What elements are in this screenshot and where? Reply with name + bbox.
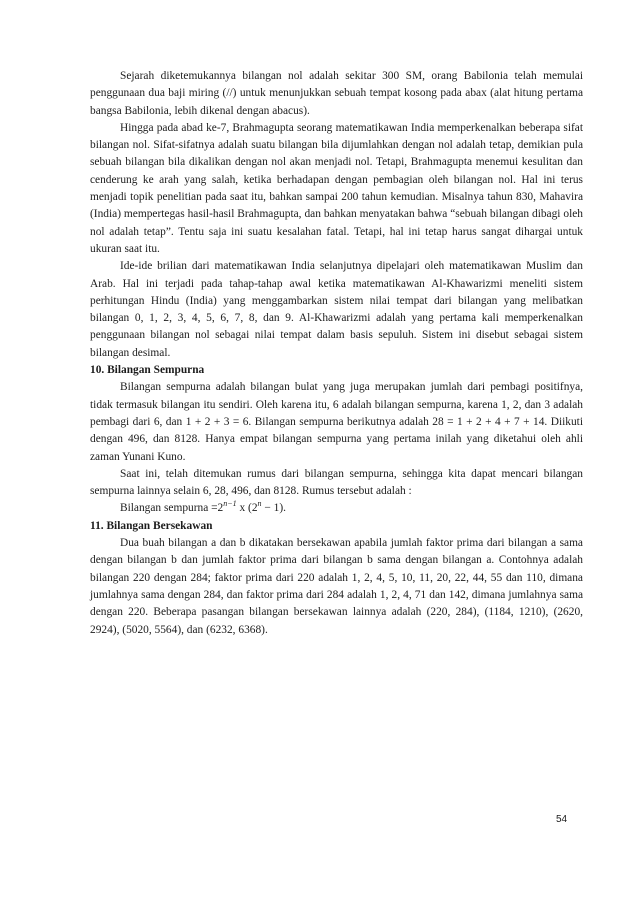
page-number: 54 <box>556 814 568 825</box>
section-heading-perfect-numbers: 10. Bilangan Sempurna <box>90 364 205 377</box>
formula-exponent-2: n <box>257 499 262 509</box>
formula-middle: x (2 <box>236 502 258 515</box>
paragraph-perfect-formula-intro: Saat ini, telah ditemukan rumus dari bilangan sempurna, sehingga kita dapat mencari bilangan sempurna lainnya selain 6, 28, 496, dan 8128. Rumus tersebut adalah : <box>90 467 583 498</box>
paragraph-zero-history: Sejarah diketemukannya bilangan nol adalah sekitar 300 SM, orang Babilonia telah memulai penggunaan dua baji miring (//) untuk menunjukkan sebuah tempat kosong pada abax (alat hitung pertama bangsa Babilonia, lebih dikenal dengan abacus). <box>90 70 583 117</box>
formula-prefix: Bilangan sempurna =2 <box>120 502 224 515</box>
perfect-number-formula <box>90 500 583 517</box>
paragraph-amicable-numbers: Dua buah bilangan a dan b dikatakan bersekawan apabila jumlah faktor prima dari bilangan a sama dengan bilangan b dan jumlah faktor prima dari bilangan b sama dengan bilangan a. Contohnya adalah bilangan 220 dengan 284; faktor prima dari 220 adalah 1, 2, 4, 5, 10, 11, 20, 22, 44, 55 dan 110, dimana jumlahnya sama dengan 284, dan faktor prima dari 284 adalah 1, 2, 4, 71 dan 142, dimana jumlahnya sama dengan 220. Beberapa pasangan bilangan bersekawan lainnya adalah (220, 284), (1184, 1210), (2620, 2924), (5020, 5564), dan (6232, 6368). <box>90 537 583 636</box>
paragraph-perfect-numbers: Bilangan sempurna adalah bilangan bulat yang juga merupakan jumlah dari pembagi positifnya, tidak termasuk bilangan itu sendiri. Oleh karena itu, 6 adalah bilangan sempurna, karena 1, 2, dan 3 adalah pembagi dari 6, dan 1 + 2 + 3 = 6. Bilangan sempurna berikutnya adalah 28 = 1 + 2 + 4 + 7 + 14. Diikuti dengan 496, dan 8128. Hanya empat bilangan sempurna yang pertama inilah yang diketahui oleh ahli zaman Yunani Kuno. <box>90 381 583 463</box>
document-body <box>90 68 583 639</box>
paragraph-brahmagupta: Hingga pada abad ke-7, Brahmagupta seorang matematikawan India memperkenalkan beberapa sifat bilangan nol. Sifat-sifatnya adalah suatu bilangan bila dijumlahkan dengan nol adalah tetap, demikian pula sebuah bilangan bila dikalikan dengan nol akan menjadi nol. Tetapi, Brahmagupta menemui kesulitan dan cenderung ke arah yang salah, ketika berhadapan dengan pembagian oleh bilangan nol. Hal ini terus menjadi topik penelitian pada saat itu, bahkan sampai 200 tahun kemudian. Misalnya tahun 830, Mahavira (India) mempertegas hasil-hasil Brahmagupta, dan bahkan menyatakan bahwa “sebuah bilangan dibagi oleh nol adalah tetap”. Tentu saja ini suatu kesalahan fatal. Tetapi, hal ini tetap harus sangat dihargai untuk ukuran saat itu. <box>90 121 583 255</box>
formula-exponent-1: n−1 <box>223 499 237 509</box>
formula-suffix: − 1). <box>261 502 286 515</box>
section-heading-amicable-numbers: 11. Bilangan Bersekawan <box>90 519 213 532</box>
paragraph-khawarizmi: Ide-ide brilian dari matematikawan India selanjutnya dipelajari oleh matematikawan Muslim dan Arab. Hal ini terjadi pada tahap-tahap awal ketika matematikawan Al-Khawarizmi meneliti sistem perhitungan Hindu (India) yang menggambarkan sistem nilai tempat dari bilangan yang melibatkan bilangan 0, 1, 2, 3, 4, 5, 6, 7, 8, dan 9. Al-Khawarizmi adalah yang pertama kali memperkenalkan penggunaan bilangan nol sebagai nilai tempat dalam basis sepuluh. Sistem ini disebut sebagai sistem bilangan desimal. <box>90 260 583 359</box>
